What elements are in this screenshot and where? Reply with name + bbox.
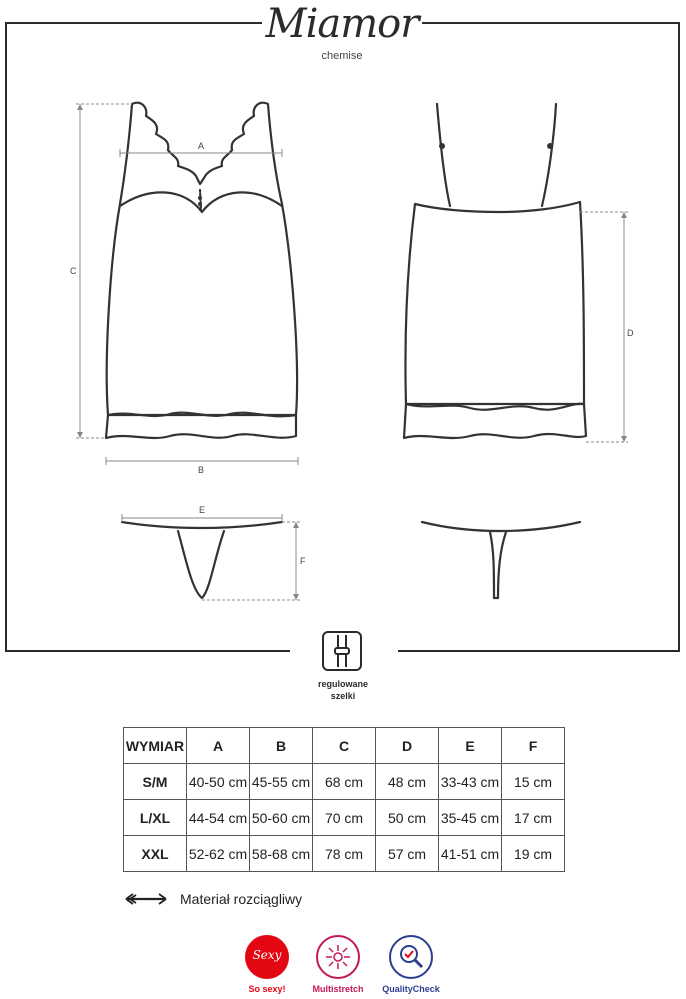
table-cell: 17 cm [502,800,565,836]
table-cell: 44-54 cm [187,800,250,836]
dim-label-f: F [300,556,306,566]
table-cell: 78 cm [313,836,376,872]
dim-label-e: E [199,505,206,515]
table-cell: 45-55 cm [250,764,313,800]
size-cell: S/M [124,764,187,800]
dim-label-b: B [198,465,205,475]
badge-label-quality: QualityCheck [382,984,440,994]
material-label: Materiał rozciągliwy [180,891,303,907]
header-cell: D [376,728,439,764]
table-cell: 19 cm [502,836,565,872]
size-cell: XXL [124,836,187,872]
chemise-back-outline [405,202,584,404]
dim-label-d: D [627,328,634,338]
table-cell: 50-60 cm [250,800,313,836]
stretch-arrow-icon [124,892,168,906]
header-cell: A [187,728,250,764]
header-cell: F [502,728,565,764]
table-cell: 57 cm [376,836,439,872]
badge-label-sexy: So sexy! [248,984,286,994]
back-strap-right [542,104,556,206]
table-cell: 50 cm [376,800,439,836]
brand-logo: Miamor [265,1,419,47]
product-type: chemise [321,50,363,62]
table-cell: 15 cm [502,764,565,800]
front-hem-lace [106,413,296,438]
header-cell: E [439,728,502,764]
table-header-row [124,728,565,764]
thong-back-outline [422,522,580,598]
table-cell: 33-43 cm [439,764,502,800]
multistretch-icon [316,935,360,979]
table-cell: 40-50 cm [187,764,250,800]
table-cell: 52-62 cm [187,836,250,872]
thong-front-outline [122,522,282,598]
badge-label-multistretch: Multistretch [312,984,364,994]
size-table [123,727,565,872]
dim-label-c: C [70,266,77,276]
table-cell: 41-51 cm [439,836,502,872]
table-cell: 70 cm [313,800,376,836]
table-row [124,836,565,872]
sexy-icon: Sexy [245,935,289,979]
header-cell: WYMIAR [124,728,187,764]
table-cell: 58-68 cm [250,836,313,872]
adjustable-strap-icon [322,631,362,671]
table-row [124,800,565,836]
back-hem-lace [404,404,586,438]
size-cell: L/XL [124,800,187,836]
back-strap-left [437,104,450,206]
feature-label: regulowane szelki [317,679,368,701]
quality-check-icon [389,935,433,979]
dim-label-a: A [198,141,205,151]
header-cell: C [313,728,376,764]
table-cell: 48 cm [376,764,439,800]
header-cell: B [250,728,313,764]
table-cell: 35-45 cm [439,800,502,836]
table-row [124,764,565,800]
table-cell: 68 cm [313,764,376,800]
material-note [124,889,302,909]
